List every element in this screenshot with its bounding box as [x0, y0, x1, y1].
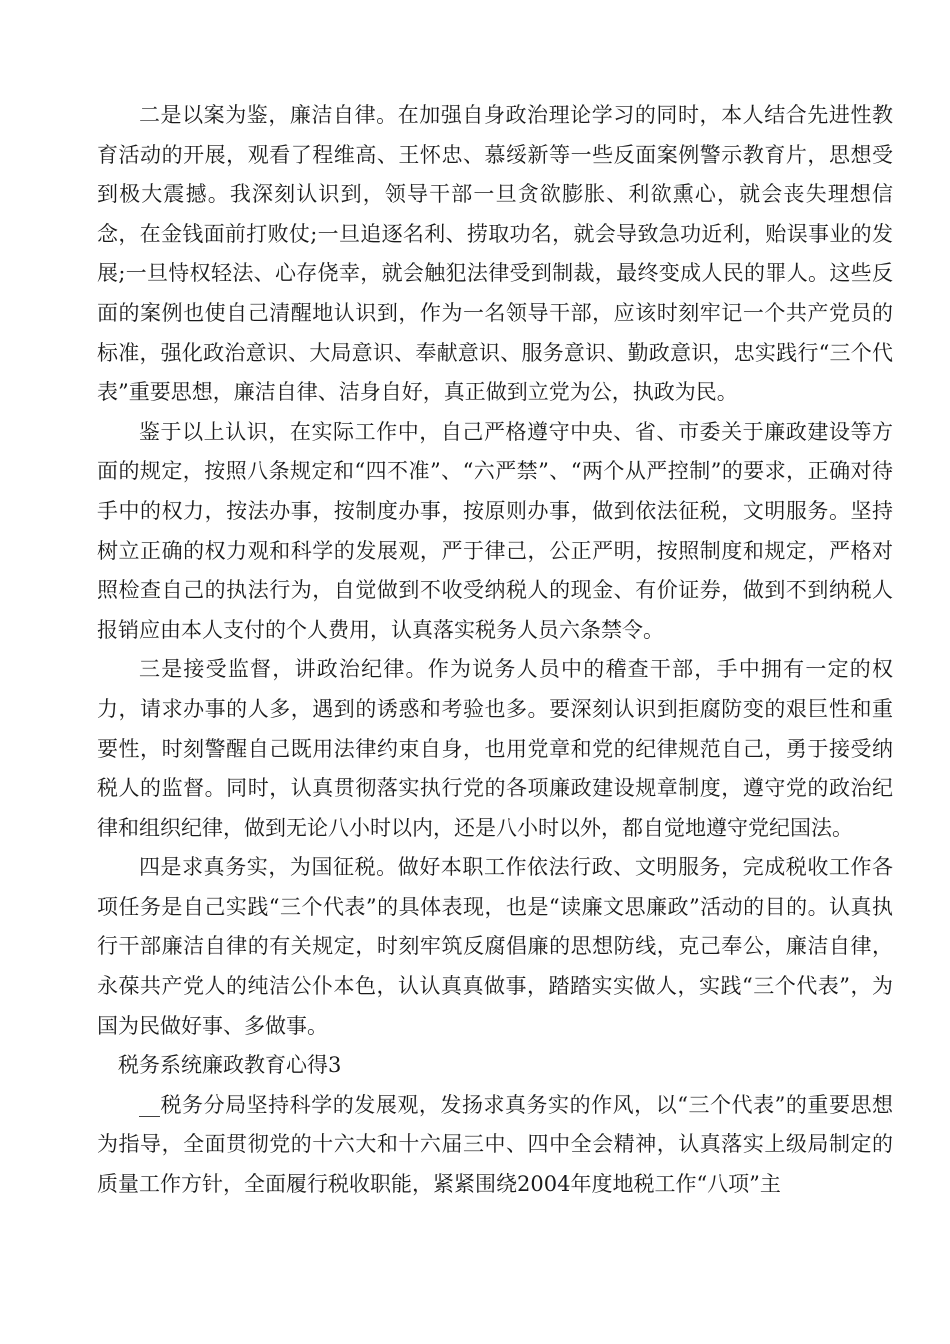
paragraph-jianyu: 鉴于以上认识，在实际工作中，自己严格遵守中央、省、市委关于廉政建设等方面的规定，按照八条规定和“四不准”、“六严禁”、“两个从严控制”的要求，正确对待手中的权力，按法办事，按制度办事，按原则办事，做到依法征税，文明服务。坚持树立正确的权力观和科学的发展观，严于律己，公正严明，按照制度和规定，严格对照检查自己的执法行为，自觉做到不收受纳税人的现金、有价证券，做到不到纳税人报销应由本人支付的个人费用，认真落实税务人员六条禁令。 [97, 419, 893, 642]
paragraph-jiandu: 三是接受监督，讲政治纪律。作为说务人员中的稽查干部，手中拥有一定的权力，请求办事的人多，遇到的诱惑和考验也多。要深刻认识到拒腐防变的艰巨性和重要性，时刻警醒自己既用法律约束自身，也用党章和党的纪律规范自己，勇于接受纳税人的监督。同时，认真贯彻落实执行党的各项廉政建设规章制度，遵守党的政治纪律和组织纪律，做到无论八小时以内，还是八小时以外，都自觉地遵守党纪国法。 [97, 657, 893, 840]
section-heading: 税务系统廉政教育心得3 [118, 1053, 342, 1078]
paragraph-anjian: 二是以案为鉴，廉洁自律。在加强自身政治理论学习的同时，本人结合先进性教育活动的开展，观看了程维高、王怀忠、慕绥新等一些反面案例警示教育片，思想受到极大震撼。我深刻认识到，领导干部一旦贪欲膨胀、利欲熏心，就会丧失理想信念，在金钱面前打败仗;一旦追逐名利、捞取功名，就会导致急功近利，贻误事业的发展;一旦恃权轻法、心存侥幸，就会触犯法律受到制裁，最终变成人民的罪人。这些反面的案例也使自己清醒地认识到，作为一名领导干部，应该时刻牢记一个共产党员的标准，强化政治意识、大局意识、奉献意识、服务意识、勤政意识，忠实践行“三个代表”重要思想，廉洁自律、洁身自好，真正做到立党为公，执政为民。 [97, 103, 893, 405]
document-body [97, 96, 893, 1205]
paragraph-qiuzhen: 四是求真务实，为国征税。做好本职工作依法行政、文明服务，完成税收工作各项任务是自己实践“三个代表”的具体表现，也是“读廉文思廉政”活动的目的。认真执行干部廉洁自律的有关规定，时刻牢筑反腐倡廉的思想防线，克己奉公，廉洁自律，永葆共产党人的纯洁公仆本色，认认真真做事，踏踏实实做人，实践“三个代表”，为国为民做好事、多做事。 [97, 855, 893, 1038]
paragraph-fenju: __税务分局坚持科学的发展观，发扬求真务实的作风，以“三个代表”的重要思想为指导，全面贯彻党的十六大和十六届三中、四中全会精神，认真落实上级局制定的质量工作方针，全面履行税收职能，紧紧围绕2004年度地税工作“八项”主 [97, 1092, 893, 1197]
